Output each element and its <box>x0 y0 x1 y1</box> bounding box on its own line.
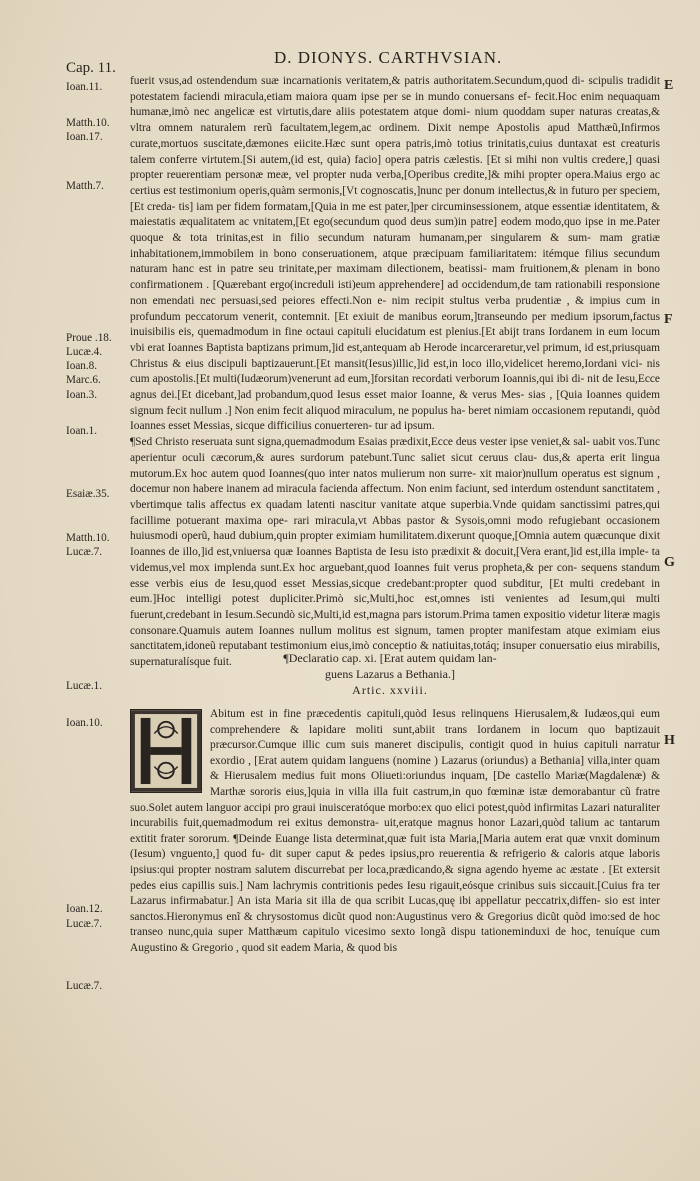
section-text <box>130 707 660 957</box>
section-heading <box>220 650 560 698</box>
section-letter-marker: F <box>664 312 673 327</box>
margin-reference: Ioan.10. <box>66 717 103 729</box>
margin-reference: Matth.7. <box>66 180 104 192</box>
margin-reference: Marc.6. <box>66 374 101 386</box>
margin-reference: Esaiæ.35. <box>66 488 110 500</box>
heading-line-2: guens Lazarus a Bethania.] <box>325 667 455 681</box>
margin-reference: Matth.10. <box>66 532 110 544</box>
main-text <box>130 74 660 671</box>
decorated-initial-h-icon <box>130 709 202 793</box>
section-paragraph: Abitum est in fine præcedentis capituli,quòd Iesus relinquens Hierusalem,& Iudæos,qui eum comprehendere & lapidare moliti sunt,abiit trans Iordanem in locum quo baptizauit præcursor.Cumque illic cum suis maneret discipulis, contigit quod in huius capituli narratur exordio , [Erat autem quidam languens (nomine ) Lazarus (oriundus) a Bethania] villa,inter quam & Hierusalem medius fuit mons Oliueti:oriundus inquam, [De castello Mariæ(Magdalenæ) & Marthæ sororis eius,]quia in villa illa fuit castrum,in quo fœminæ istæ demorabantur cũ fratre suo.Solet autem languor accipi pro graui inuisceratóque morbo:ex quo elici potest,quòd infirmitas Lazari naturaliter incurabilis fuit,quemadmodum rei exitus demonstra- uit,eratque magnus honor Lazari,quòd talium ac tantarum extitit frater sororum. ¶Deinde Euange lista determinat,quæ fuit ista Maria,[Maria autem erat quæ vnxit dominum (Iesum) vnguento,] quod fu- dit super caput & pedes ipsius,pro reuerentia & refrigerio & caloris atque laboris ipsius:qui propter nostram salutem discurrebat per loca,prædicando,& signa agendo hyeme ac æstate . [Et extersit pedes eius capillis suis.] Nam lachrymis contritionis pedes Iesu rigauit,eósque crinibus suis siccauit.[Cuius fra ter Lazarus infirmabatur.] An ista Maria sit illa de qua scribit Lucas,quę ibi appellatur peccatrix,diffen- sio est inter sanctos.Hieronymus enĩ & chrysostomus dicũt quod non:Augustinus vero & Gregorius dicũt quòd imo:sed de hoc transeo nunc,quia super Matthæum capitulo vicesimo sexto longã dispu tationeminduxi de hoc, tenuíque cum Augustino & Gregorio , quod sit eadem Maria, & quod bis <box>130 708 660 954</box>
margin-reference: Lucæ.7. <box>66 546 103 558</box>
heading-line-3: Artic. xxviii. <box>352 683 428 697</box>
running-head: D. DIONYS. CARTHVSIAN. <box>274 48 503 67</box>
section-letter-marker: G <box>664 555 675 570</box>
heading-line-1: ¶Declaratio cap. xi. [Erat autem quidam lan- <box>283 651 497 665</box>
margin-reference: Ioan.8. <box>66 360 98 372</box>
section-letter-marker: H <box>664 733 675 748</box>
margin-reference: Lucæ.4. <box>66 346 103 358</box>
margin-reference: Lucæ.7. <box>66 980 103 992</box>
chapter-marker: Cap. 11. <box>66 60 116 76</box>
margin-reference: Lucæ.1. <box>66 680 103 692</box>
margin-reference: Ioan.1. <box>66 425 98 437</box>
margin-reference: Ioan.11. <box>66 81 103 93</box>
margin-reference: Lucæ.7. <box>66 918 103 930</box>
margin-reference: Matth.10. <box>66 117 110 129</box>
margin-reference: Ioan.17. <box>66 131 103 143</box>
paragraph: fuerit vsus,ad ostendendum suæ incarnationis veritatem,& patris authoritatem.Secundum,quod di- scipulis tradidit potestatem faciendi miracula,etiam maiora quam ipse per se in mundo conuersans ef- fecit.Hoc enim nequaquam humanæ,imò nec angelicæ est virtutis,dare aliis potestatem atque domi- nium quoddam super naturas creatas,& vltra omnem naturalem rerũ facultatem,legem,ac ordinem. Dixit nempe Apostolis apud Matthæũ,Infirmos curate,mortuos suscitate,dæmones eiicite.Hæc sunt opera patris,imò totius trinitatis,cuius duntaxat est creaturis talem conferre virtutem.[Si autem,(id est, quia) facio] opera patris cælestis. [Et si mihi non vultis credere,] quasi propter reuerentiam personæ meæ, vel propter nuda verba,[Operibus credite,]& mihi propter opera.Maius ergo ac certius est testimonium operis,quàm sermonis,[Vt cognoscatis,]nunc per donum intellectus,& in futuro per speciem, [Et creda- tis] iam per fidem formatam,[Quia in me est pater,]per circuminsessionem, atque essentiæ identitatem, & maiestatis æqualitatem ac vnitatem,[Et ego(secundum quod deus sum)in patre] eodem modo,quo ipse in me.Pater quoque & tota trinitas,est in filio secundum naturam humanam,per singularem & sum- mam gratiæ inhabitationem,immobilem in bono conseruationem, atque præcipuam familiaritatem: itémque filius secundum naturam hanc est in patre seu trinitate,per maximam dilectionem, beatissi- mam fruitionem,& plenam in bono confirmationem . [Quærebant ergo(increduli isti)eum apprehendere] ad occidendum,de tam rationabili responsione non emendati nec persuasi,sed peiores effecti.Non e- nim recipit stultus verba prudentiæ , & impius cum in profundum peccatorum venerit, contemnit. [Et exiuit de manibus eorum,]transeundo per medium ipsorum,factus inuisibilis eis, quemadmodum in fine octaui capituli elucidatum est plenius.[Et abijt trans Iordanem in eum locum vbi erat Ioannes Baptista baptizans primum,]id est,antequam ab Herode incarceraretur,vel primum, id est,priusquam Christus & eius discipuli baptizauerunt.[Et mansit(Iesus)illic,]id est,in loco illo,videlicet heremo,Iordani vici- nis cum apostolis.[Et multi(Iudæorum)venerunt ad eum,]forsitan recordati verborum Ioannis,qui ibi di- nit de Iesu,Ecce agnus dei.[Et dicebant,]ad probandum,quod Iesus esset maior Ioanne, & verus Mes- sias , [Quia Ioannes quidem signum fecit nullum .] Non enim fecit aliquod miraculum, ne populus ha- beret nimiam occasionem reputandi, quòd Ioannes esset Messias, sicque difficilius conuerteren- tur ad ipsum. <box>130 75 660 433</box>
section-letter-marker: E <box>664 78 674 93</box>
margin-reference: Ioan.3. <box>66 389 98 401</box>
margin-reference: Ioan.12. <box>66 903 103 915</box>
margin-reference: Proue .18. <box>66 332 112 344</box>
paragraph: ¶Sed Christo reseruata sunt signa,quemadmodum Esaias prædixit,Ecce deus vester ipse veniet,& sal- uabit vos.Tunc aperientur oculi cæcorum,& aures surdorum patebunt.Tunc saliet sicut ceruus clau- dus,& aperta erit lingua mutorum.Ex hoc autem quod Ioannes(quo inter natos mulierum non surre- xit maior)nullum operatus est signum , docemur non habere inanem ad miracula facienda affectum. Non enim faciunt, sed interdum ostendunt sanctitatem , vbertimque talis affectus ex quadam latenti nascitur vanitate atque superbia.Vnde quidam sanctissimi patres,qui facillime potuerant maxima ope- rari miracula,vt Abbas pastor & Sysois,omni modo refugiebant occasionem huiusmodi operũ, haud dubium,quin propter eximiam humilitatem.dixerunt quoque,[Omnia autem quæcunque dixit Ioannes de illo,]id est,vniuersa quæ Ioannes Baptista de Iesu isto prædixit & docuit,[Vera erant,]id est,illa imple- ta videmus,vel mox implenda sunt.Ex hoc arguebant,quod Ioannes fuit verus propheta,& per con- sequens standum esse verbis eius de Iesu,quod esset Messias,sicque credebant:propter quod subditur, [Et multi credebant in eum.]Hoc intelligi potest dupliciter.Primò sic,Multi,hoc est,omnes isti venientes ad Iesum,qui multi fuerunt,credebant in Iesum.Secundò sic,Multi,id est,magna pars istorum.Prima tamen expositio videtur literæ magis consonare.Quamuis autem Ioannes nullum molitus est signum, tamen propter manifestam atque eximiam eius sanctitatem,idoneũ reputabant testimonium eius,imò conceptio & natiuitas,totáq; insuper conuersatio eius mirabilis, supernaturalísque fuit. <box>130 436 660 669</box>
